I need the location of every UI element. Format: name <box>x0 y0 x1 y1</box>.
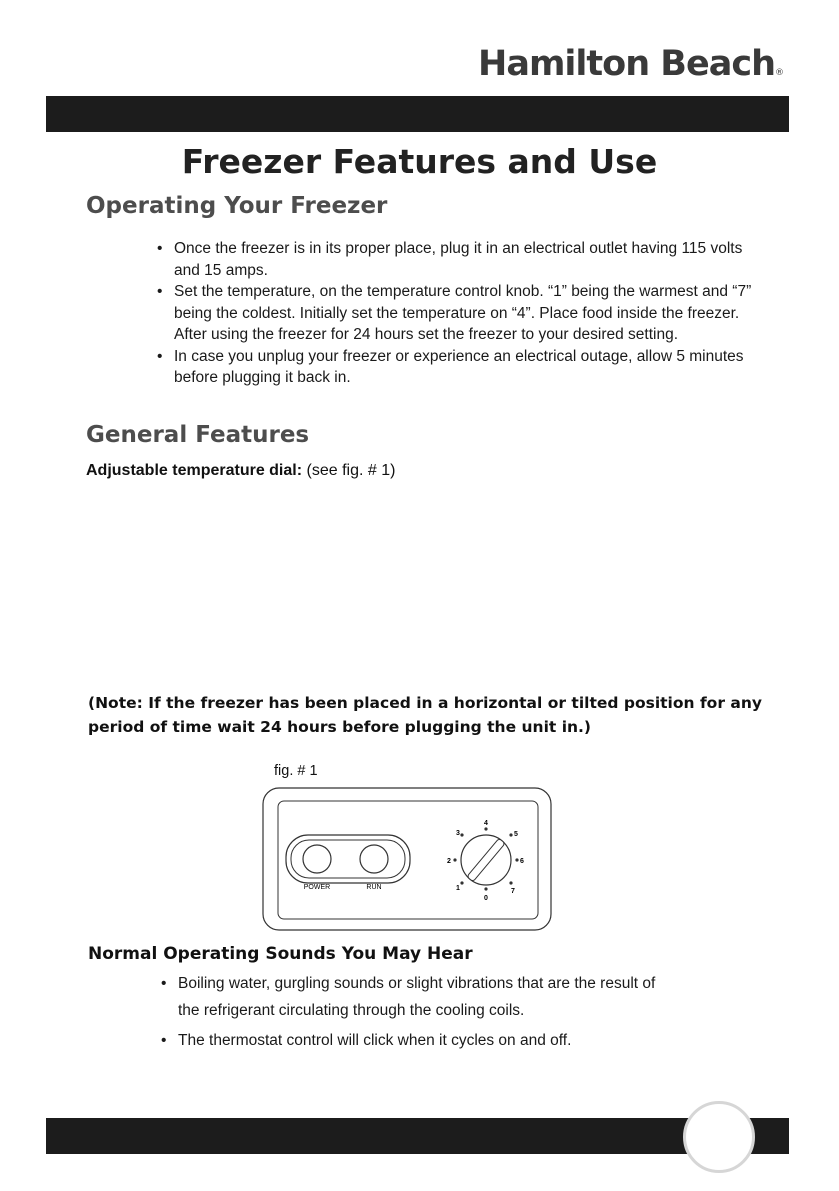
dial-tick <box>484 827 487 830</box>
general-features-heading: General Features <box>86 422 310 448</box>
dial-tick <box>453 858 456 861</box>
dial-number: 4 <box>484 820 488 827</box>
dial-pointer-bar <box>467 838 505 881</box>
sounds-bullets <box>158 970 678 1054</box>
header-bar <box>46 96 789 132</box>
run-light <box>360 845 388 873</box>
control-panel-figure <box>262 787 554 933</box>
panel-outer-frame <box>263 788 551 930</box>
figure-label: fig. # 1 <box>274 763 318 779</box>
page-title: Freezer Features and Use <box>181 142 658 181</box>
dial-tick <box>515 858 518 861</box>
operating-bullets <box>154 238 754 389</box>
page-number-circle <box>683 1101 755 1173</box>
dial-number: 0 <box>484 895 488 902</box>
list-item: • Boiling water, gurgling sounds or slight vibrations that are the result of the refrigerant circulating through the cooling coils. <box>158 970 678 1024</box>
list-item: • Set the temperature, on the temperature control knob. “1” being the warmest and “7” being the coldest. Initially set the temperature on “4”. Place food inside the freezer. After using the freezer for 24 hours set the freezer to your desired setting. <box>154 281 754 346</box>
indicator-housing-outer <box>286 835 410 883</box>
dial-feature-ref: (see fig. # 1) <box>306 462 396 479</box>
sounds-heading: Normal Operating Sounds You May Hear <box>88 944 473 964</box>
operating-heading: Operating Your Freezer <box>86 193 388 219</box>
run-label: RUN <box>366 884 382 891</box>
dial-tick <box>460 833 463 836</box>
footer-bar <box>46 1118 789 1154</box>
power-label: POWER <box>303 884 331 891</box>
dial-number: 3 <box>456 830 460 837</box>
list-item: • Once the freezer is in its proper place, plug it in an electrical outlet having 115 volts and 15 amps. <box>154 238 754 281</box>
dial-tick <box>509 833 512 836</box>
dial-number: 1 <box>456 885 460 892</box>
panel-inner-frame <box>278 801 538 919</box>
dial-number: 6 <box>520 858 524 865</box>
dial-number: 2 <box>447 858 451 865</box>
power-light <box>303 845 331 873</box>
dial-tick <box>484 887 487 890</box>
dial-tick <box>460 881 463 884</box>
brand-logo: Hamilton Beach® <box>478 44 783 84</box>
dial-number: 7 <box>511 888 515 895</box>
list-item: • The thermostat control will click when it cycles on and off. <box>158 1027 678 1054</box>
dial-number: 5 <box>514 831 518 838</box>
dial-tick <box>509 881 512 884</box>
note-text: (Note: If the freezer has been placed in a horizontal or tilted position for any period of time wait 24 hours before plugging the unit in.) <box>88 694 762 736</box>
list-item: • In case you unplug your freezer or experience an electrical outage, allow 5 minutes before plugging it back in. <box>154 346 754 389</box>
dial-feature-line <box>86 462 395 480</box>
dial-feature-label: Adjustable temperature dial: <box>86 462 303 479</box>
